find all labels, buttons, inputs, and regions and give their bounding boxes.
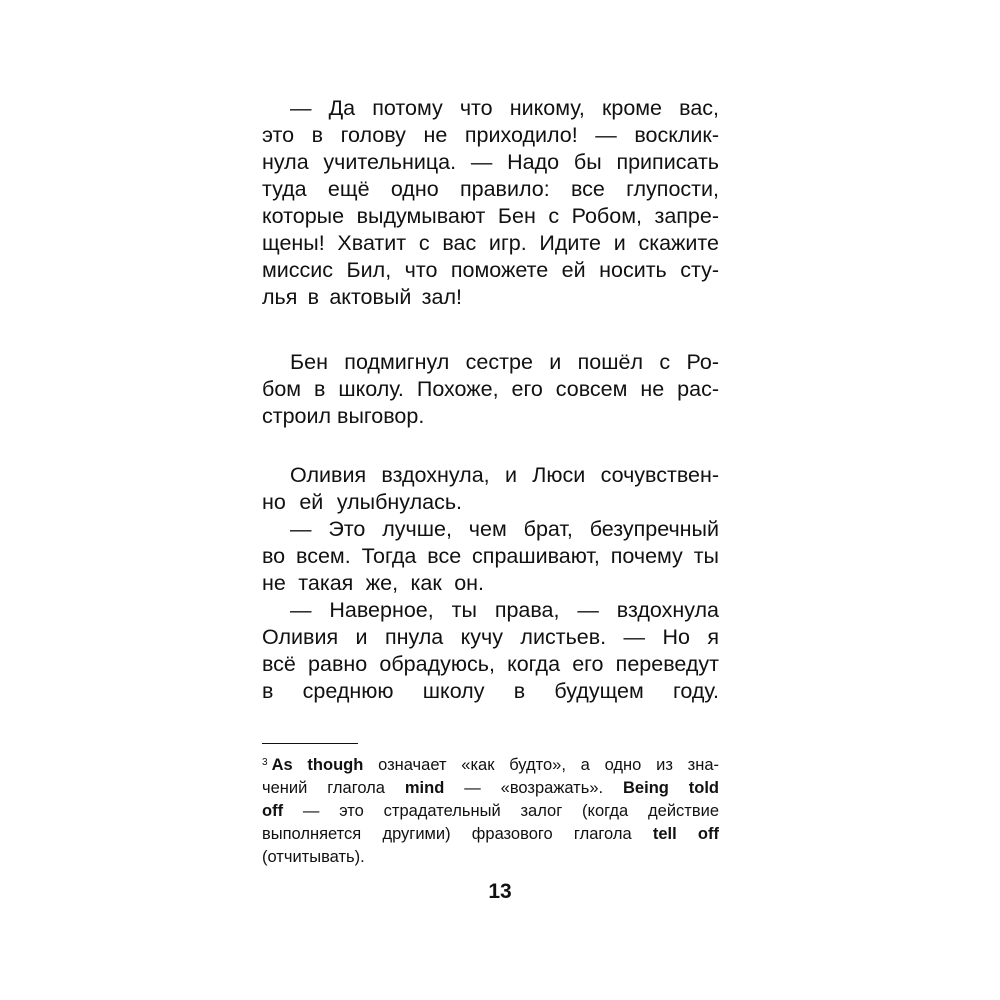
page-number: 13 [488, 880, 512, 903]
footnote-text: — «возражать». [464, 779, 604, 797]
text-line: в среднюю школу в будущем году. [262, 679, 719, 703]
footnote-term: As though [271, 756, 364, 774]
footnote-line [262, 757, 719, 774]
text-line: но ей улыбнулась. [262, 490, 462, 514]
text-line: Бен подмигнул сестре и пошёл с Ро- [290, 350, 719, 374]
text-line: миссис Бил, что поможете ей носить сту- [262, 258, 719, 282]
footnote-text: выполняется другими) фразового глагола [262, 825, 632, 843]
footnote-text: означает «как будто», а одно из зна- [378, 756, 719, 774]
footnote-text: (отчитывать). [262, 848, 365, 866]
text-line: это в голову не приходило! — восклик- [262, 123, 719, 147]
text-line: всё равно обрадуюсь, когда его переведут [262, 652, 719, 676]
text-line: щены! Хватит с вас игр. Идите и скажите [262, 231, 719, 255]
footnote-text: чений глагола [262, 779, 385, 797]
text-line: нула учительница. — Надо бы приписать [262, 150, 719, 174]
footnote-term: tell off [652, 825, 719, 843]
footnote-term: off [262, 802, 284, 820]
footnote-separator [262, 743, 358, 744]
text-line: Оливия вздохнула, и Люси сочувствен- [290, 463, 719, 487]
text-line: — Это лучше, чем брат, безупречный [290, 517, 719, 541]
text-line: туда ещё одно правило: все глупости, [262, 177, 719, 201]
text-line: лья в актовый зал! [262, 285, 462, 309]
footnote-line [262, 780, 719, 797]
text-line: бом в школу. Похоже, его совсем не рас- [262, 377, 719, 401]
text-line: во всем. Тогда все спрашивают, почему ты [262, 544, 719, 568]
footnote-line [262, 849, 719, 866]
text-line: — Наверное, ты права, — вздохнула [290, 598, 719, 622]
footnote-term: mind [404, 779, 445, 797]
footnote-text: — это страдательный залог (когда действие [302, 802, 719, 820]
footnote-line [262, 803, 719, 820]
text-line: строил выговор. [262, 404, 425, 428]
footnote-term: Being told [623, 779, 719, 797]
footnote-line [262, 826, 719, 843]
text-line: не такая же, как он. [262, 571, 484, 595]
text-line: — Да потому что никому, кроме вас, [290, 96, 719, 120]
text-line: Оливия и пнула кучу листьев. — Но я [262, 625, 719, 649]
footnote-number: 3 [262, 757, 268, 768]
text-line: которые выдумывают Бен с Робом, запре- [262, 204, 719, 228]
